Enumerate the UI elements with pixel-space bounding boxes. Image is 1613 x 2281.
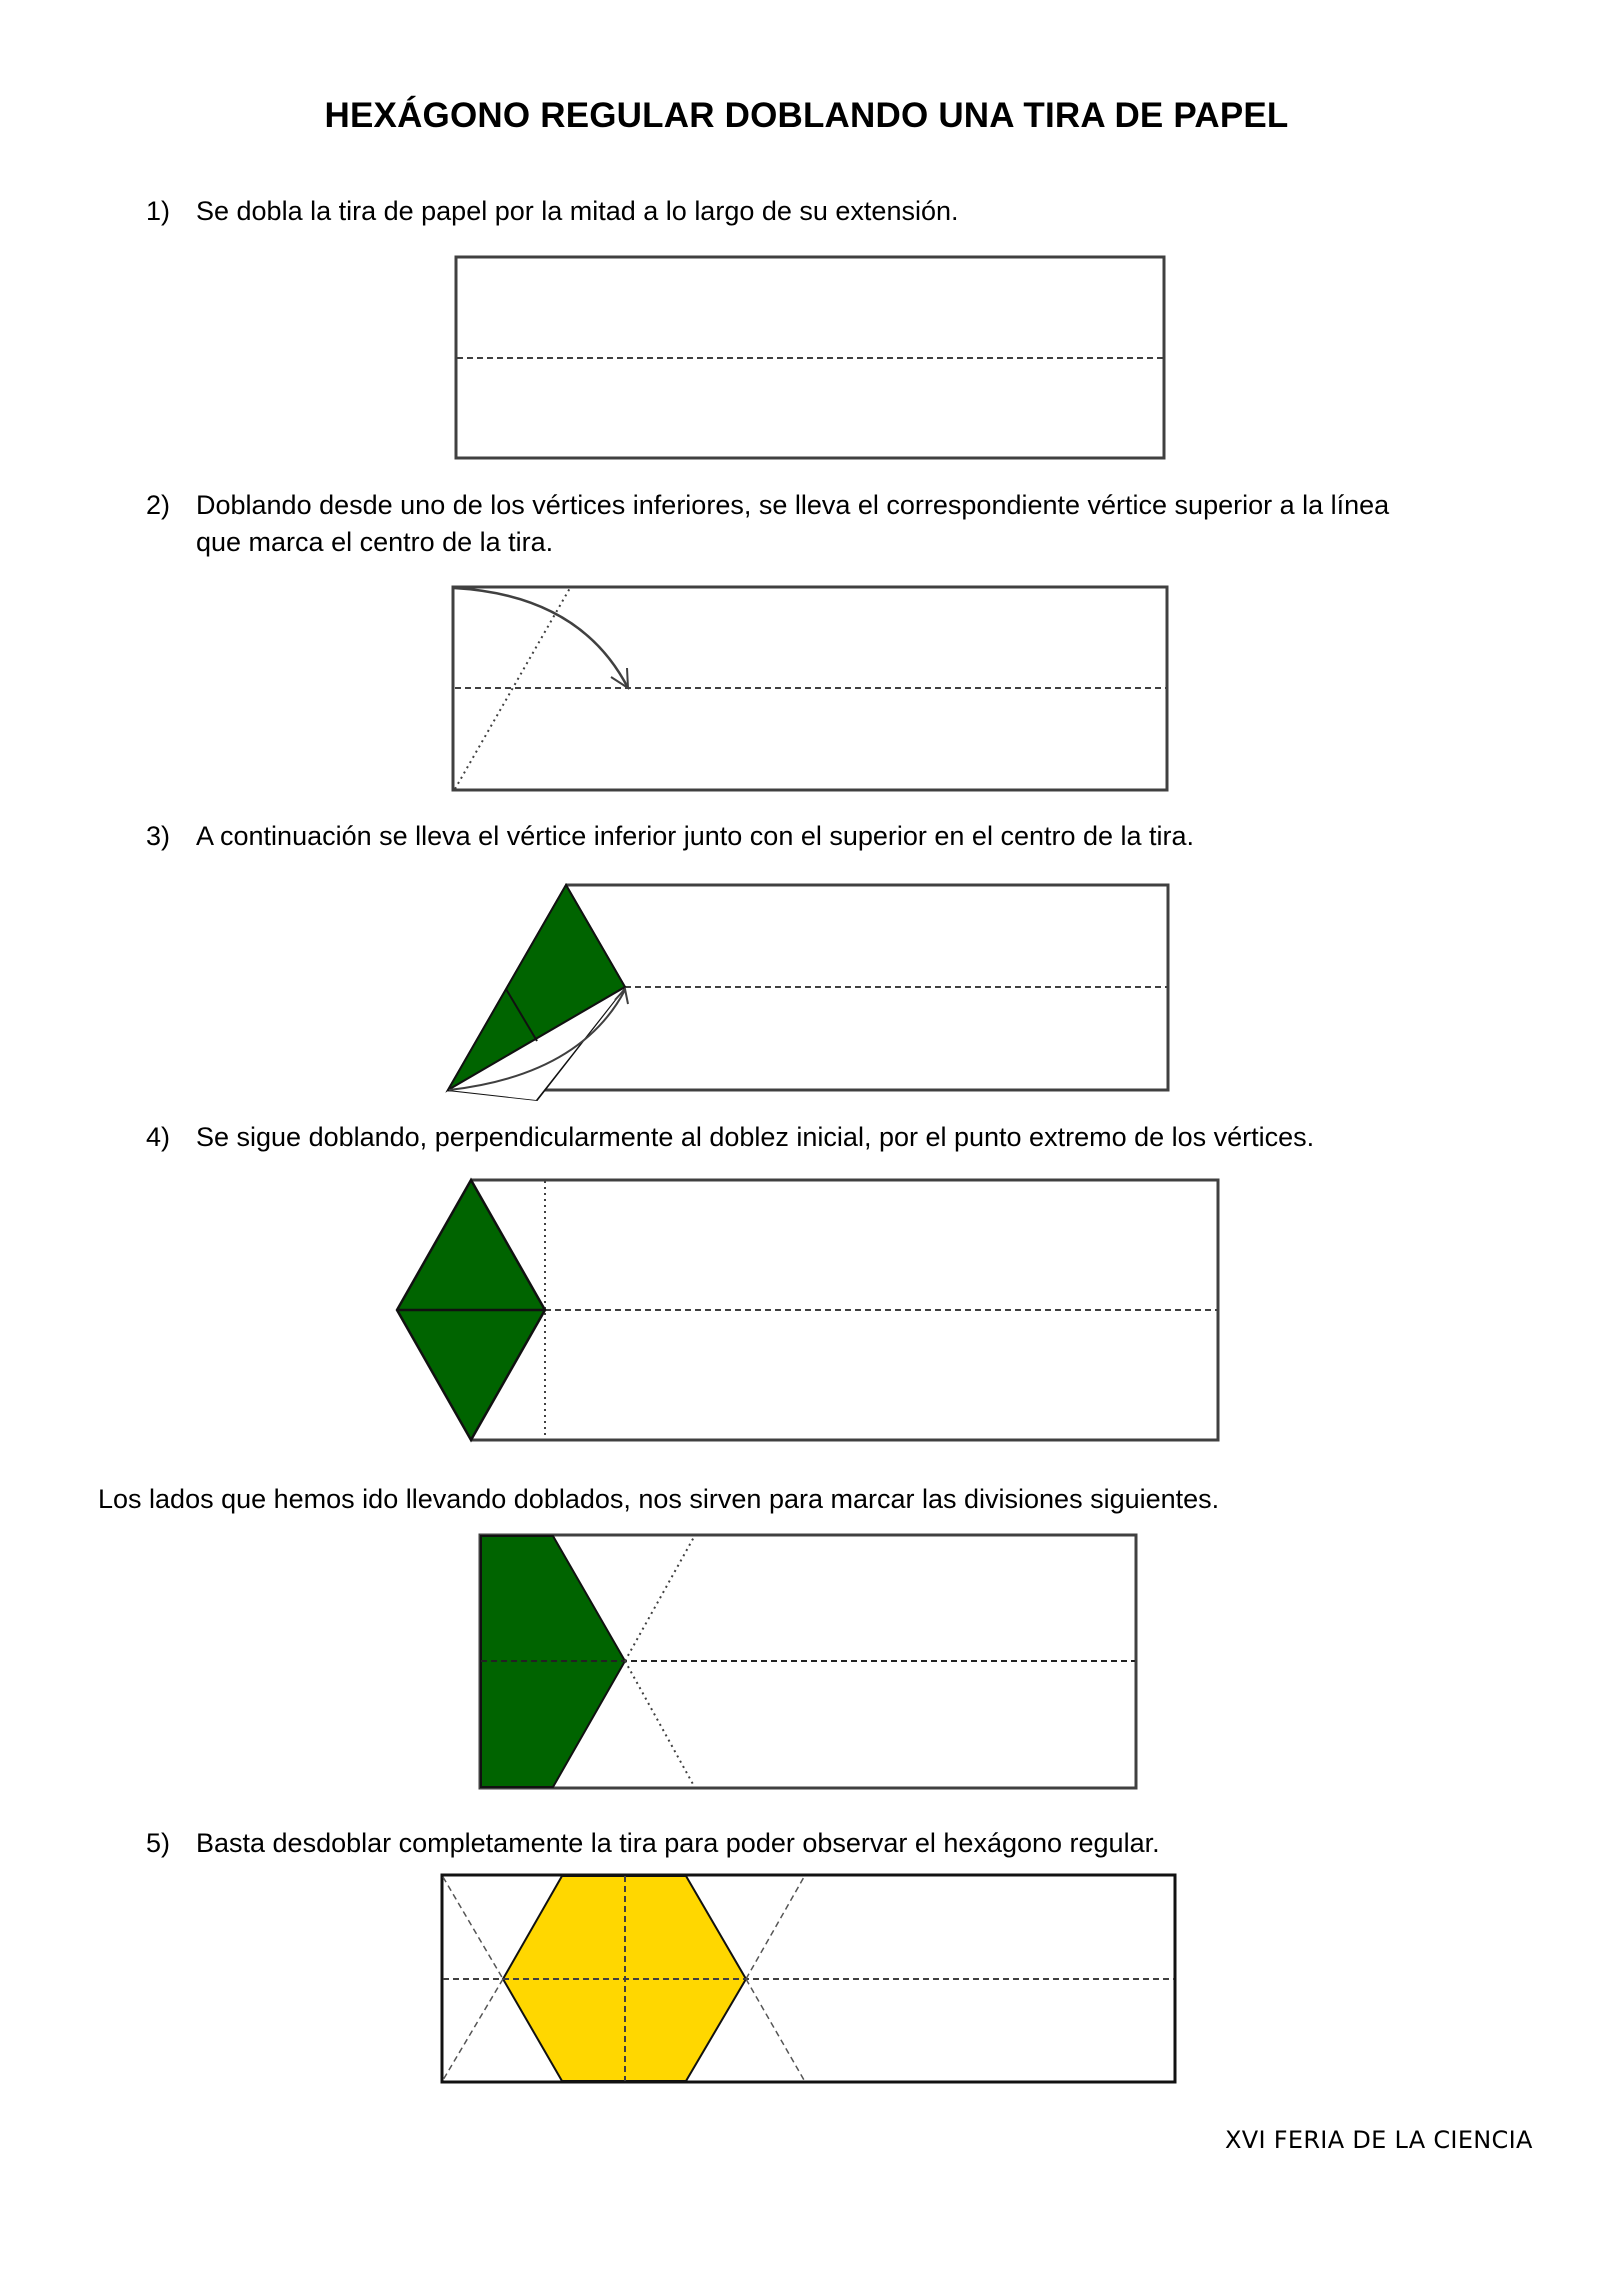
step-number: 2) [146,490,171,520]
footer-label: XVI FERIA DE LA CIENCIA [1225,2126,1533,2154]
step-text-line-2: que marca el centro de la tira. [196,527,554,557]
step-number: 4) [146,1122,171,1152]
figure-1-strip [456,257,1164,458]
step-number: 5) [146,1828,171,1858]
step-text: Se dobla la tira de papel por la mitad a lo largo de su extensión. [196,196,959,226]
figure-4-strip [397,1180,1218,1440]
figure-2-strip [453,587,1167,790]
figure-4b-strip [480,1535,1136,1788]
step-text: Se sigue doblando, perpendicularmente al doblez inicial, por el punto extremo de los vértices. [196,1122,1315,1152]
step-number: 1) [146,196,171,226]
interlude-text: Los lados que hemos ido llevando doblados, nos sirven para marcar las divisiones siguientes. [98,1484,1220,1514]
step-text: A continuación se lleva el vértice inferior junto con el superior en el centro de la tira. [196,821,1195,851]
figure-5-hexagon-strip [442,1875,1175,2082]
figure-3-strip [448,885,1168,1100]
step-number: 3) [146,821,171,851]
step-text: Basta desdoblar completamente la tira para poder observar el hexágono regular. [196,1828,1160,1858]
page-title: HEXÁGONO REGULAR DOBLANDO UNA TIRA DE PAPEL [324,96,1289,135]
step-text-line-1: Doblando desde uno de los vértices inferiores, se lleva el correspondiente vértice superior a la línea [196,490,1390,520]
